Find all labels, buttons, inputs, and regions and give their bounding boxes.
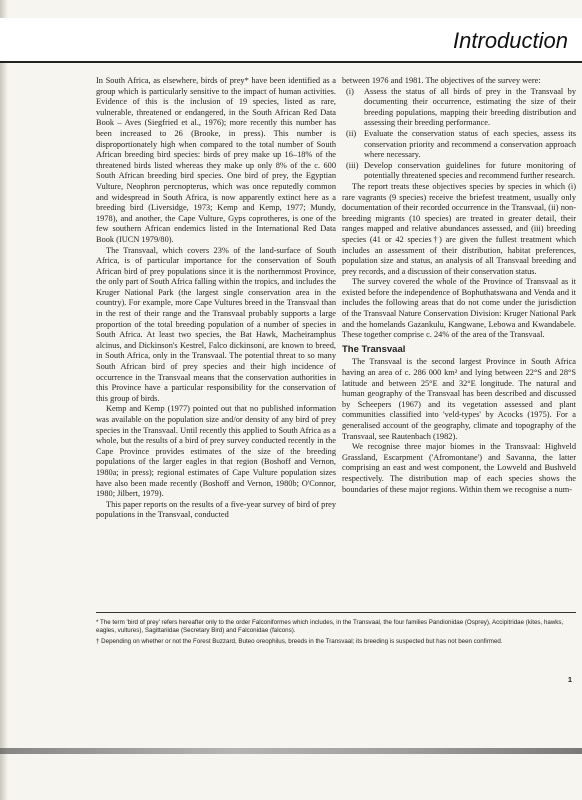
paragraph: Kemp and Kemp (1977) pointed out that no published information was available on the population size and/or density of any bird of prey species in the Transvaal. Until recently this applied to South Africa as a whole, but the results of a bird of prey survey conducted recently in the Cape Province provides estimates of the size of the breeding populations of the larger eagles in that region (Boshoff and Vernon, 1980a; in press); regional estimates of Cape Vulture population sizes have also been made recently (Boshoff and Vernon, 1980b; O'Connor, 1980; Jilbert, 1979). <box>96 404 336 499</box>
scan-edge-band <box>0 748 582 754</box>
list-text: Assess the status of all birds of prey in the Transvaal by documenting their occurrence, estimating the size of their breeding populations, mapping their breeding distribution and assessing their breeding performance. <box>364 86 576 128</box>
paragraph: between 1976 and 1981. The objectives of the survey were: <box>342 76 541 85</box>
footnote: † Depending on whether or not the Forest Buzzard, Buteo oreophilus, breeds in the Transvaal; its breeding is suspected but has not been confirmed. <box>96 637 503 645</box>
section-heading: The Transvaal <box>342 343 406 355</box>
list-item <box>342 161 576 182</box>
paragraph: In South Africa, as elsewhere, birds of prey* have been identified as a group which is particularly sensitive to the impact of human activities. Evidence of this is the inclusion of 19 species, listed as rare, vulnerable, threatened or endangered, in the South African Red Data Book – Aves (Siegfried et al., 1976); more recently this number has been increased to 26 (Brooke, in press). This number is disproportionately high when compared to the total number of South African breeding bird species: birds of prey make up 16–18% of the threatened birds listed whereas they make up only 8% of the c. 600 South African breeding bird species. One bird of prey, the Egyptian Vulture, Neophron percnopterus, which was once reputedly common and widespread in South Africa, is now apparently extinct here as a breeding bird (Liversidge, 1973; Kemp and Kemp, 1977; Mundy, 1978), and another, the Cape Vulture, Gyps coprotheres, is one of the few southern African endemics listed in the International Red Data Book (IUCN 1979/80). <box>96 76 336 244</box>
list-number: (i) <box>346 86 354 96</box>
paragraph: We recognise three major biomes in the Transvaal: Highveld Grassland, Escarpment ('Afromontane') and Savanna, the latter comprising an east and west component, the Lowveld and Bushveld respectively. The distribution map of each species shows the boundaries of these major regions. Within them we recognise a num- <box>342 442 576 494</box>
paragraph: This paper reports on the results of a five-year survey of bird of prey populations in the Transvaal, conducted <box>96 499 336 520</box>
list-item <box>342 87 576 129</box>
footnote-rule <box>96 612 576 613</box>
list-text: Evaluate the conservation status of each species, assess its conservation priority and recommend a conservation approach where necessary. <box>364 128 576 160</box>
paragraph: The survey covered the whole of the Province of Transvaal as it existed before the independence of Bophuthatswana and Venda and it includes the following areas that do not come under the jurisdiction of the Transvaal Nature Conservation Division: Kruger National Park and the homelands Gazankulu, Kangwane, Lebowa and Kwandabele. These together comprise c. 24% of the area of the Transvaal. <box>342 277 576 340</box>
binding-shadow <box>0 0 8 800</box>
right-column <box>342 76 576 495</box>
page-title: Introduction <box>453 28 568 53</box>
list-number: (ii) <box>346 128 357 138</box>
footnote: * The term 'bird of prey' refers hereafter only to the order Falconiformes which includes, in the Transvaal, the four families Pandionidae (Osprey), Accipitridae (kites, hawks, eagles, vultures), Sagittariidae (Secretary Bird) and Falconidae (falcons). <box>96 619 564 635</box>
objectives-list <box>342 87 576 182</box>
paragraph: The Transvaal, which covers 23% of the land-surface of South Africa, is of particular importance for the conservation of South African bird of prey populations since it is the northernmost Province, the only part of South Africa falling within the tropics, and includes the Kruger National Park (the largest single conservation area in the country). For example, more Cape Vultures breed in the Transvaal than in the rest of their range and the Transvaal probably supports a large proportion of the total breeding population of a number of species in South Africa. At least two species, the Bat Hawk, Macheiramphus alcinus, and Dickinson's Kestrel, Falco dickinsoni, are known to breed, in South Africa, only in the Transvaal. The potential threat to so many South African bird of prey species and their high incidence of occurrence in the Transvaal means that the conservation authorities in this Province have a particular responsibility for the conservation of this group of birds. <box>96 245 336 403</box>
paragraph: The Transvaal is the second largest Province in South Africa having an area of c. 286 000 km² and lying between 22°S and 28°S latitude and between 25°E and 32°E longitude. The natural and human geography of the Transvaal has been described and discussed by Scheepers (1967) and its vegetation assessed and plant communities classified into 'veld-types' by Acocks (1975). For a generalised account of the geography, climate and topography of the Transvaal, see Rautenbach (1982). <box>342 357 576 441</box>
list-text: Develop conservation guidelines for future monitoring of potentially threatened species and recommend further research. <box>364 160 576 181</box>
footnotes <box>96 619 576 648</box>
header-rule <box>0 61 582 63</box>
list-number: (iii) <box>346 160 359 170</box>
paragraph: The report treats these objectives species by species in which (i) rare vagrants (9 species) receive the briefest treatment, usually only documentation of their recorded occurrence in the Transvaal, (ii) non-breeding migrants (10 species) are treated in greater detail, their ranges mapped and relative abundances assessed, and (iii) breeding species (41 or 42 species†) are given the fullest treatment which includes an assessment of their distribution, habitat preferences, population size and status, an analysis of all Transvaal breeding and prey records, and a discussion of their conservation status. <box>342 181 576 276</box>
page-number: 1 <box>567 675 572 684</box>
left-column <box>96 76 336 521</box>
list-item <box>342 129 576 161</box>
